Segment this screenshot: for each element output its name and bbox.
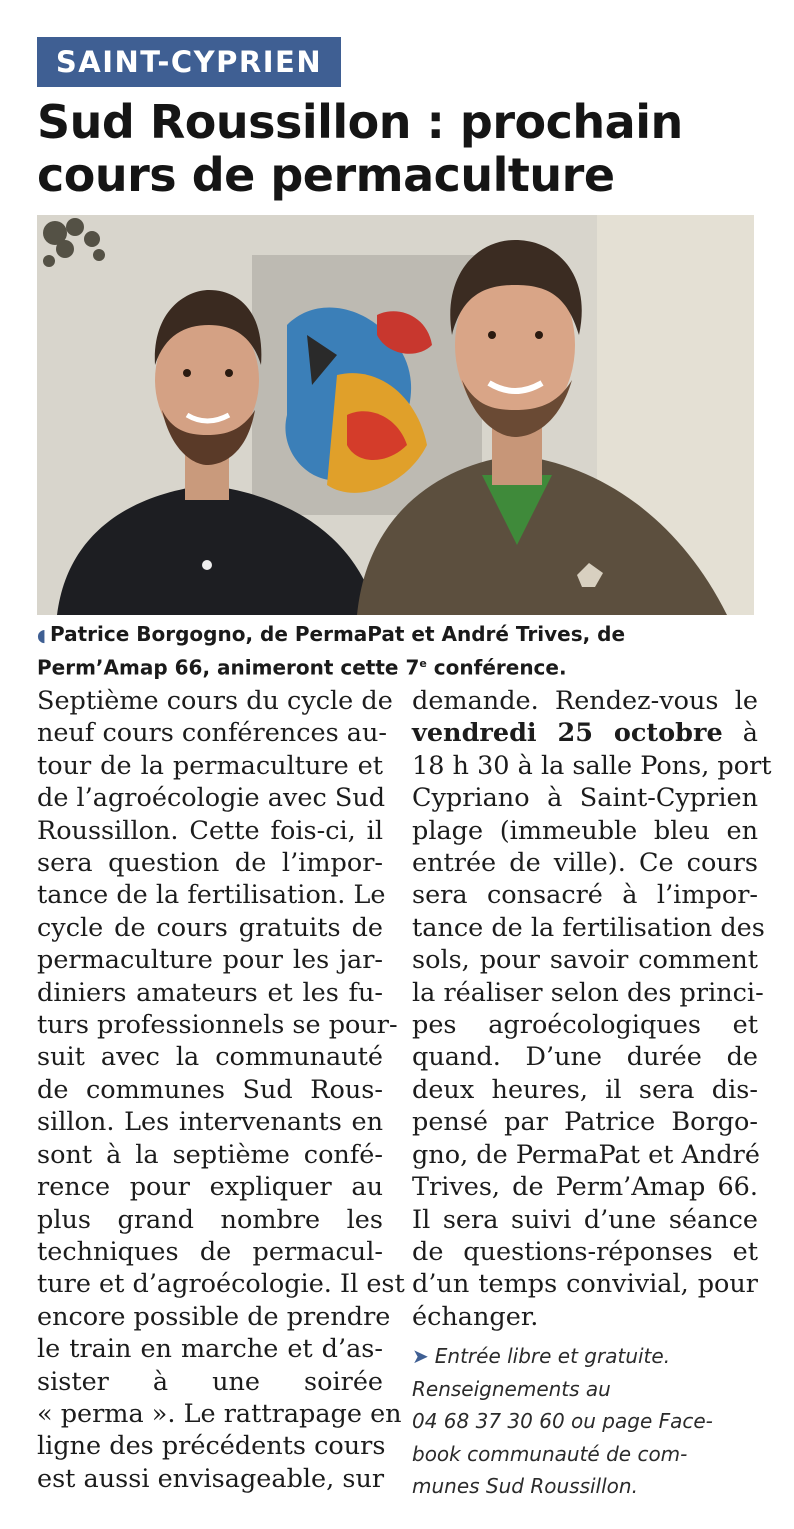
body-line: demande. Rendez-vous le — [412, 686, 758, 716]
body-line: Trives, de Perm’Amap 66. — [412, 1172, 758, 1203]
body-line: échanger. — [412, 1301, 539, 1332]
body-line: sister à une soirée — [37, 1366, 383, 1397]
info-line-1 — [412, 1340, 762, 1373]
caption-text-1: Patrice Borgogno, de PermaPat et André Trives, de — [49, 622, 626, 646]
headline-line-2: cours de permaculture — [37, 148, 615, 202]
body-line-date — [412, 717, 758, 749]
body-line: entrée de ville). Ce cours — [412, 848, 758, 879]
arrow-right-icon: ➤ — [412, 1344, 429, 1368]
caption-bullet-icon: ◖ — [37, 626, 46, 646]
body-line: pes agroécologiques et — [412, 1010, 758, 1041]
body-line: de l’agroécologie avec Sud — [37, 783, 386, 814]
article-body-left-column — [37, 685, 405, 1495]
body-line-date-rest: à — [722, 718, 758, 749]
caption-line-1 — [37, 621, 767, 650]
body-line: sols, pour savoir comment — [412, 945, 758, 976]
body-line: Septième cours du cycle de — [37, 686, 393, 716]
body-line: « perma ». Le rattrapage en — [37, 1398, 402, 1429]
caption-text-2: Perm’Amap 66, animeront cette 7 — [37, 655, 420, 680]
body-line: encore possible de prendre — [37, 1301, 391, 1332]
body-line: pensé par Patrice Borgo- — [412, 1107, 758, 1138]
body-line: Roussillon. Cette fois-ci, il — [37, 815, 383, 846]
body-line: cycle de cours gratuits de — [37, 912, 383, 943]
body-line: d’un temps convivial, pour — [412, 1269, 758, 1300]
body-line: sont à la septième confé- — [37, 1139, 383, 1170]
body-line: de questions-réponses et — [412, 1236, 758, 1267]
body-line: sera consacré à l’impor- — [412, 880, 758, 911]
article-photo — [37, 215, 754, 615]
body-line: tance de la fertilisation. Le — [37, 880, 386, 911]
practical-info — [412, 1340, 762, 1503]
info-line-3: 04 68 37 30 60 ou page Face- — [412, 1409, 713, 1433]
body-line: le train en marche et d’as- — [37, 1334, 383, 1365]
event-date: vendredi 25 octobre — [412, 718, 723, 749]
caption-line-2 — [37, 650, 767, 682]
section-kicker: SAINT-CYPRIEN — [37, 37, 341, 87]
caption-superscript: e — [419, 657, 427, 670]
info-line-5: munes Sud Roussillon. — [412, 1474, 638, 1498]
body-line: tance de la fertilisation des — [412, 912, 765, 943]
article-body-right-column — [412, 685, 772, 1333]
body-line: permaculture pour les jar- — [37, 945, 383, 976]
body-line: plus grand nombre les — [37, 1204, 383, 1235]
body-line: 18 h 30 à la salle Pons, port — [412, 750, 772, 781]
body-line: deux heures, il sera dis- — [412, 1074, 758, 1105]
caption-text-3: conférence. — [426, 655, 567, 680]
body-line: quand. D’une durée de — [412, 1042, 758, 1073]
info-line-4: book communauté de com- — [412, 1441, 688, 1466]
article-headline — [37, 96, 767, 202]
body-line: Cypriano à Saint-Cyprien — [412, 783, 758, 814]
body-line: la réaliser selon des princi- — [412, 977, 764, 1008]
body-line: turs professionnels se pour- — [37, 1010, 398, 1041]
body-line: diniers amateurs et les fu- — [37, 977, 383, 1008]
body-line: plage (immeuble bleu en — [412, 815, 758, 846]
info-line-2: Renseignements au — [412, 1376, 611, 1401]
info-text-1: Entrée libre et gratuite. — [434, 1344, 671, 1368]
photo-caption — [37, 621, 767, 682]
body-line: gno, de PermaPat et André — [412, 1139, 760, 1170]
body-line: techniques de permacul- — [37, 1236, 383, 1267]
body-line: Il sera suivi d’une séance — [412, 1204, 758, 1235]
photo-of-two-men-icon — [37, 215, 754, 615]
headline-line-1: Sud Roussillon : prochain — [37, 95, 683, 149]
body-line: sera question de l’impor- — [37, 848, 383, 879]
body-line: tour de la permaculture et — [37, 750, 383, 781]
body-line: neuf cours conférences au- — [37, 718, 388, 749]
body-line: ture et d’agroécologie. Il est — [37, 1269, 405, 1300]
body-line: sillon. Les intervenants en — [37, 1107, 383, 1138]
body-line: rence pour expliquer au — [37, 1172, 383, 1203]
body-line: est aussi envisageable, sur — [37, 1463, 385, 1494]
body-line: ligne des précédents cours — [37, 1431, 386, 1462]
body-line: de communes Sud Rous- — [37, 1074, 383, 1105]
body-line: suit avec la communauté — [37, 1042, 383, 1073]
